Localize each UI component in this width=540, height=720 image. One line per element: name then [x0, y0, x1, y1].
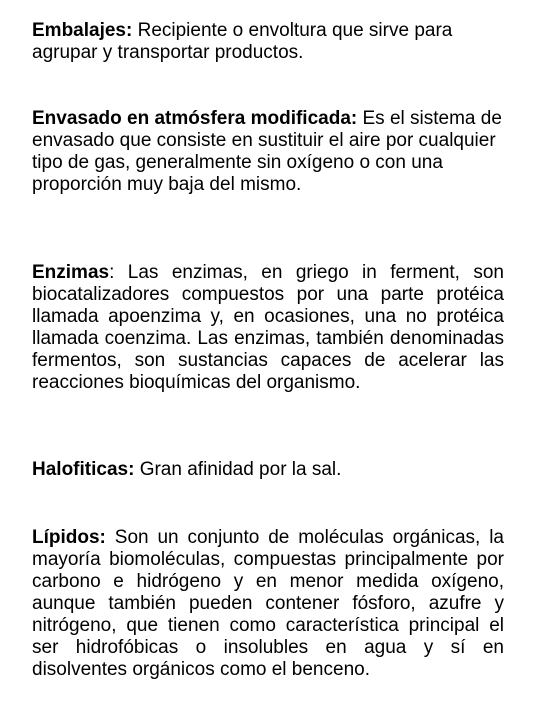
- glossary-term: Halofiticas:: [32, 459, 135, 480]
- glossary-definition: Recipiente o envoltura que sirve para agrupar y transportar productos.: [32, 20, 453, 63]
- glossary-definition: Son un conjunto de moléculas orgánicas, la mayoría biomoléculas, compuestas principalmente por carbono e hidrógeno y en menor medida oxígeno, aunque también pueden contener fósforo, azufre y nitrógeno, que tienen como característica principal el ser hidrofóbicas o insolubles en agua y sí en disolventes orgánicos como el benceno.: [32, 527, 504, 680]
- glossary-term: Envasado en atmósfera modificada:: [32, 108, 358, 129]
- glossary-definition: : Las enzimas, en griego in ferment, son biocatalizadores compuestos por una parte protéica llamada apoenzima y, en ocasiones, una no protéica llamada coenzima. Las enzimas, también denominadas fermentos, son sustancias capaces de acelerar las reacciones bioquímicas del organismo.: [32, 262, 504, 393]
- glossary-entry-halofiticas: [32, 459, 504, 481]
- glossary-term: Embalajes:: [32, 20, 133, 41]
- glossary-entry-enzimas: [32, 262, 504, 394]
- glossary-entry-lipidos: [32, 527, 504, 681]
- glossary-term: Enzimas: [32, 262, 110, 283]
- glossary-page: [32, 0, 504, 720]
- glossary-term: Lípidos:: [32, 527, 106, 548]
- glossary-definition: Es el sistema de envasado que consiste en sustituir el aire por cualquier tipo de gas, generalmente sin oxígeno o con una proporción muy baja del mismo.: [32, 108, 502, 195]
- glossary-entry-envasado: [32, 108, 504, 196]
- glossary-definition: Gran afinidad por la sal.: [134, 459, 342, 480]
- glossary-entry-embalajes: [32, 20, 504, 64]
